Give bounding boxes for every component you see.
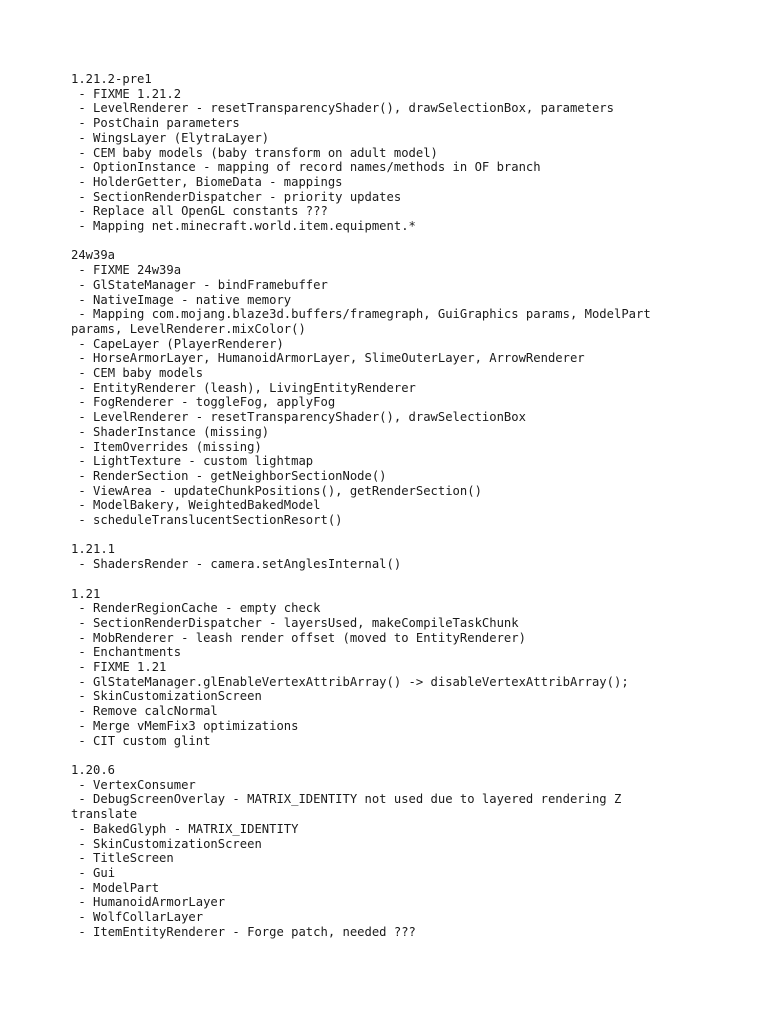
change-item: - CIT custom glint xyxy=(71,733,211,748)
change-item: - ModelBakery, WeightedBakedModel xyxy=(71,498,321,513)
change-item: - EntityRenderer (leash), LivingEntityRenderer xyxy=(71,380,416,395)
change-list xyxy=(71,263,691,528)
change-item: - VertexConsumer xyxy=(71,777,196,792)
change-item: - Mapping com.mojang.blaze3d.buffers/framegraph, GuiGraphics params, ModelPart params, LevelRenderer.mixColor() xyxy=(71,307,659,336)
change-item: - FIXME 1.21 xyxy=(71,660,167,675)
change-item: - ShaderInstance (missing) xyxy=(71,424,270,439)
change-item: - SkinCustomizationScreen xyxy=(71,689,262,704)
change-item: - MobRenderer - leash render offset (moved to EntityRenderer) xyxy=(71,630,526,645)
change-item: - LightTexture - custom lightmap xyxy=(71,454,314,469)
change-item: - Remove calcNormal xyxy=(71,704,218,719)
change-item: - BakedGlyph - MATRIX_IDENTITY xyxy=(71,821,299,836)
change-item: - WolfCollarLayer xyxy=(71,910,204,925)
change-item: - LevelRenderer - resetTransparencyShader(), drawSelectionBox, parameters xyxy=(71,101,614,116)
change-item: - HolderGetter, BiomeData - mappings xyxy=(71,174,343,189)
version-heading: 1.21.1 xyxy=(71,542,116,557)
change-item: - Gui xyxy=(71,865,116,880)
change-item: - Merge vMemFix3 optimizations xyxy=(71,718,299,733)
change-item: - SkinCustomizationScreen xyxy=(71,836,262,851)
change-item: - ItemEntityRenderer - Forge patch, needed ??? xyxy=(71,924,416,939)
change-item: - CEM baby models xyxy=(71,366,204,381)
change-item: - RenderRegionCache - empty check xyxy=(71,601,321,616)
change-item: - TitleScreen xyxy=(71,851,174,866)
change-item: - FogRenderer - toggleFog, applyFog xyxy=(71,395,336,410)
change-item: - HumanoidArmorLayer xyxy=(71,895,226,910)
change-item: - ModelPart xyxy=(71,880,160,895)
change-item: - GlStateManager.glEnableVertexAttribArray() -> disableVertexAttribArray(); xyxy=(71,674,629,689)
version-section xyxy=(71,587,691,749)
change-item: - SectionRenderDispatcher - layersUsed, makeCompileTaskChunk xyxy=(71,615,519,630)
version-section xyxy=(71,542,691,571)
version-heading: 1.20.6 xyxy=(71,762,116,777)
change-item: - HorseArmorLayer, HumanoidArmorLayer, SlimeOuterLayer, ArrowRenderer xyxy=(71,351,585,366)
change-item: - OptionInstance - mapping of record names/methods in OF branch xyxy=(71,160,541,175)
change-item: - GlStateManager - bindFramebuffer xyxy=(71,277,328,292)
change-item: - PostChain parameters xyxy=(71,116,240,131)
change-item: - FIXME 24w39a xyxy=(71,263,182,278)
change-item: - ViewArea - updateChunkPositions(), getRenderSection() xyxy=(71,483,482,498)
version-heading: 1.21 xyxy=(71,586,101,601)
change-item: - ItemOverrides (missing) xyxy=(71,439,262,454)
change-item: - CEM baby models (baby transform on adult model) xyxy=(71,145,438,160)
change-item: - Enchantments xyxy=(71,645,182,660)
version-heading: 24w39a xyxy=(71,248,116,263)
change-item: - LevelRenderer - resetTransparencyShader(), drawSelectionBox xyxy=(71,410,526,425)
change-item: - FIXME 1.21.2 xyxy=(71,86,182,101)
change-list xyxy=(71,557,691,572)
version-section xyxy=(71,248,691,527)
change-item: - SectionRenderDispatcher - priority updates xyxy=(71,189,402,204)
change-item: - RenderSection - getNeighborSectionNode() xyxy=(71,468,387,483)
change-item: - DebugScreenOverlay - MATRIX_IDENTITY not used due to layered rendering Z translate xyxy=(71,792,629,822)
change-item: - ShadersRender - camera.setAnglesInternal() xyxy=(71,557,402,572)
change-item: - CapeLayer (PlayerRenderer) xyxy=(71,336,284,351)
version-section xyxy=(71,763,691,939)
change-item: - NativeImage - native memory xyxy=(71,292,292,307)
change-list xyxy=(71,778,691,940)
change-item: - Replace all OpenGL constants ??? xyxy=(71,204,328,219)
change-item: - scheduleTranslucentSectionResort() xyxy=(71,513,343,528)
change-item: - Mapping net.minecraft.world.item.equipment.* xyxy=(71,219,416,234)
change-item: - WingsLayer (ElytraLayer) xyxy=(71,130,270,145)
version-section xyxy=(71,72,691,234)
version-heading: 1.21.2-pre1 xyxy=(71,72,152,86)
change-list xyxy=(71,87,691,234)
change-list xyxy=(71,601,691,748)
document-page xyxy=(71,72,691,954)
